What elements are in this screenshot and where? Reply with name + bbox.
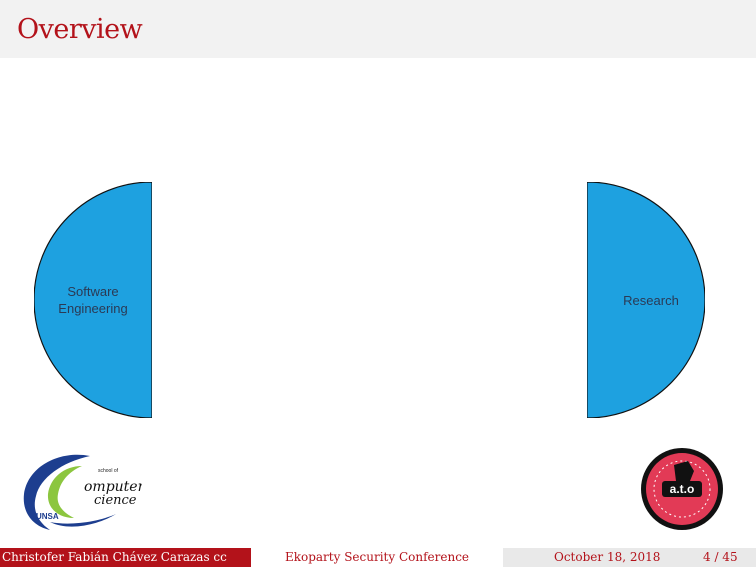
software-engineering-section — [34, 182, 152, 418]
left-semicircle-shape — [34, 182, 152, 418]
logo-school-of-text: school of — [98, 468, 119, 474]
footer-conference: Ekoparty Security Conference — [251, 548, 503, 567]
ato-logo — [640, 447, 724, 531]
footer-page-number: 4 / 45 — [703, 550, 738, 564]
logo-cience-text: cience — [94, 493, 137, 508]
ato-logo-text: a.t.o — [669, 482, 695, 496]
research-line1: Research — [623, 292, 679, 308]
computer-science-logo — [20, 452, 142, 532]
slide-footer — [0, 548, 756, 567]
software-engineering-line2: Engineering — [58, 301, 128, 316]
research-section — [587, 182, 705, 418]
footer-date: October 18, 2018 — [554, 550, 661, 564]
footer-author: Christofer Fabián Chávez Carazas cc — [0, 548, 251, 567]
right-semicircle-shape — [587, 182, 705, 418]
footer-date-block — [503, 548, 756, 567]
logo-badge-text: UNSA — [36, 512, 59, 521]
slide-header — [0, 0, 756, 58]
slide-title: Overview — [17, 14, 143, 45]
software-engineering-line1: Software — [67, 284, 119, 299]
logo-omputer-text: omputer — [84, 479, 142, 495]
